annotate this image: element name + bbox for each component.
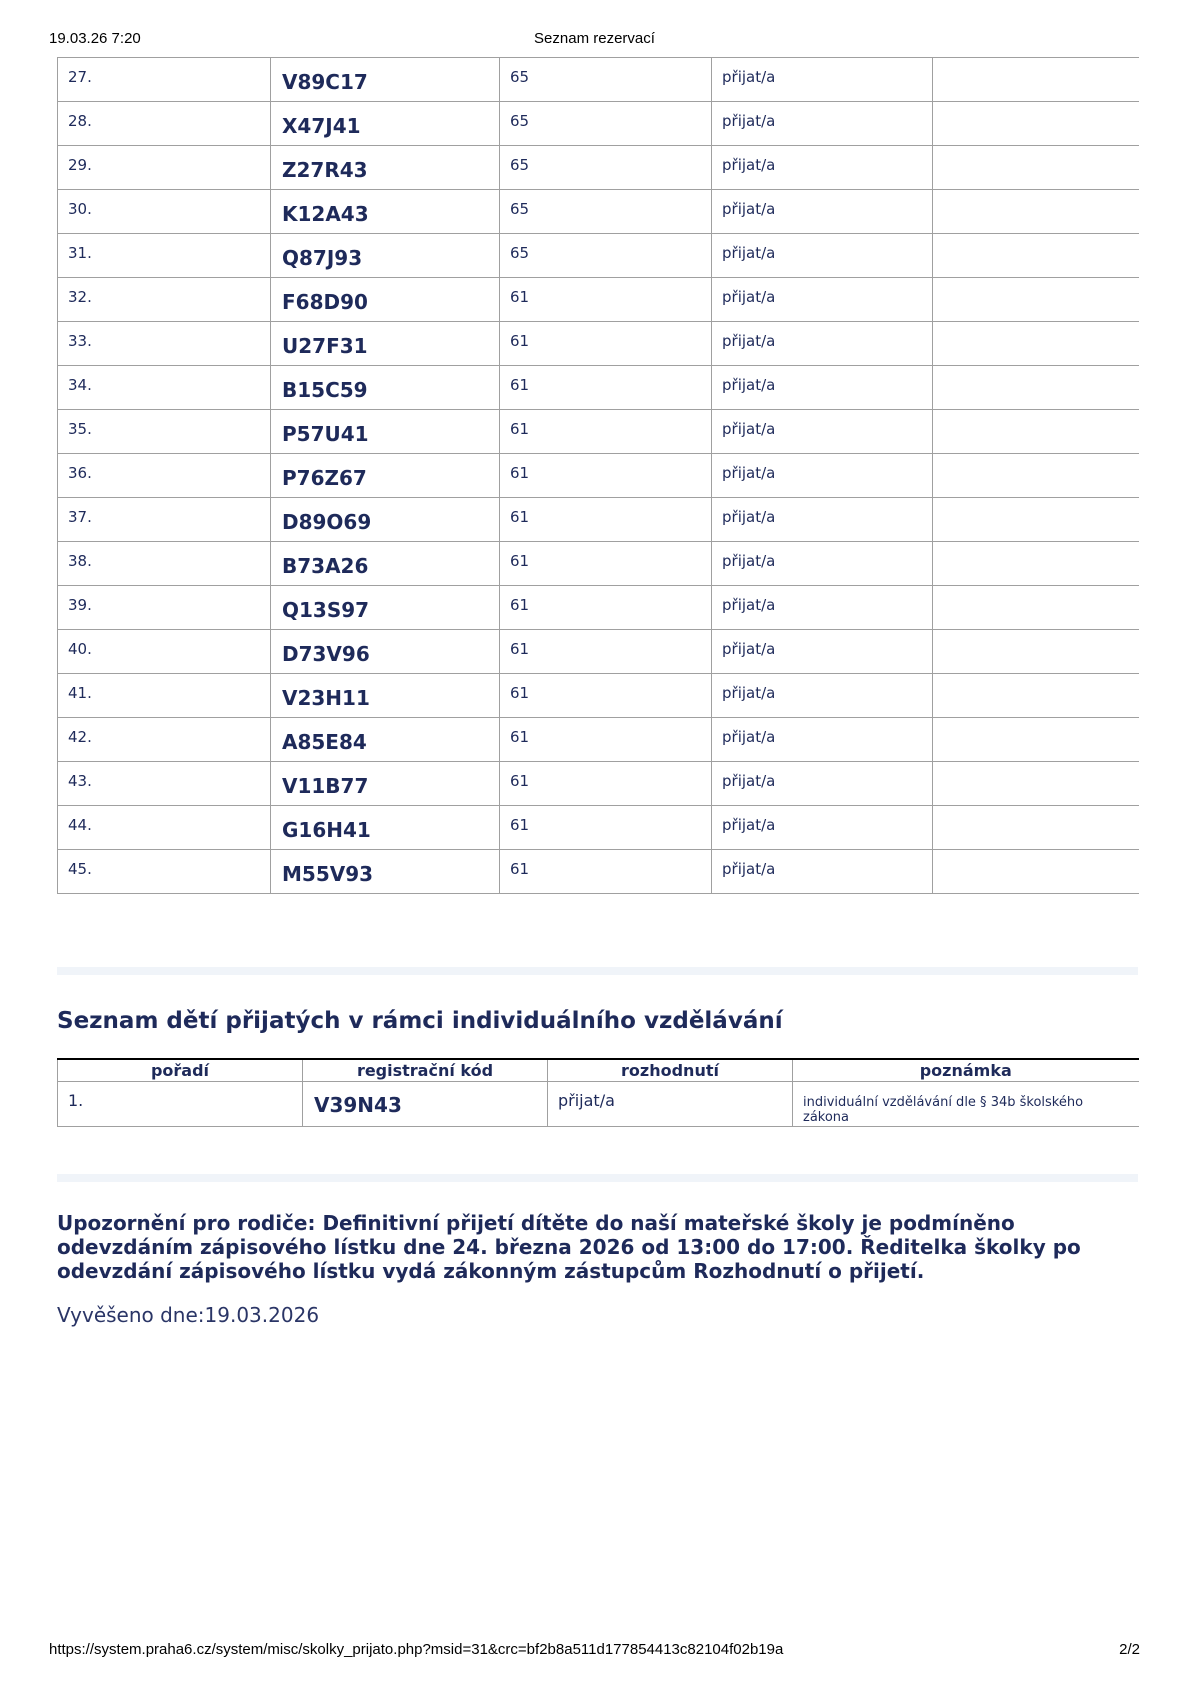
column-header-order: pořadí	[58, 1059, 303, 1081]
registration-code: V23H11	[271, 674, 500, 718]
decision-cell: přijat/a	[712, 102, 933, 146]
registration-code: V39N43	[303, 1081, 548, 1126]
registration-code: P76Z67	[271, 454, 500, 498]
table-row	[58, 542, 1139, 586]
note-cell	[933, 542, 1139, 586]
decision-cell: přijat/a	[712, 630, 933, 674]
table-row	[58, 674, 1139, 718]
registration-code: M55V93	[271, 850, 500, 894]
registration-code: V11B77	[271, 762, 500, 806]
decision-cell: přijat/a	[712, 278, 933, 322]
table-row	[58, 454, 1139, 498]
decision-cell: přijat/a	[712, 674, 933, 718]
note-cell	[933, 410, 1139, 454]
points-cell: 65	[500, 58, 712, 102]
points-cell: 61	[500, 762, 712, 806]
table-row	[58, 762, 1139, 806]
table-header-row	[58, 1059, 1139, 1081]
table-row	[58, 278, 1139, 322]
decision-cell: přijat/a	[712, 410, 933, 454]
order-cell: 38.	[58, 542, 271, 586]
decision-cell: přijat/a	[548, 1081, 793, 1126]
decision-cell: přijat/a	[712, 366, 933, 410]
points-cell: 61	[500, 322, 712, 366]
registration-code: Q87J93	[271, 234, 500, 278]
decision-cell: přijat/a	[712, 322, 933, 366]
table-row	[58, 718, 1139, 762]
order-cell: 43.	[58, 762, 271, 806]
registration-code: U27F31	[271, 322, 500, 366]
points-cell: 61	[500, 454, 712, 498]
table-row	[58, 630, 1139, 674]
order-cell: 27.	[58, 58, 271, 102]
order-cell: 31.	[58, 234, 271, 278]
column-header-decision: rozhodnutí	[548, 1059, 793, 1081]
registration-code: Z27R43	[271, 146, 500, 190]
note-cell	[933, 762, 1139, 806]
note-cell	[933, 806, 1139, 850]
order-cell: 41.	[58, 674, 271, 718]
points-cell: 61	[500, 850, 712, 894]
note-cell	[933, 850, 1139, 894]
table-row	[58, 58, 1139, 102]
table-row	[58, 410, 1139, 454]
note-cell	[933, 190, 1139, 234]
registration-code: Q13S97	[271, 586, 500, 630]
registration-code: A85E84	[271, 718, 500, 762]
points-cell: 61	[500, 366, 712, 410]
order-cell: 40.	[58, 630, 271, 674]
order-cell: 34.	[58, 366, 271, 410]
print-datetime: 19.03.26 7:20	[49, 30, 141, 47]
section-divider	[57, 967, 1138, 975]
table-row	[58, 322, 1139, 366]
posted-date: Vyvěšeno dne:19.03.2026	[57, 1303, 320, 1327]
order-cell: 42.	[58, 718, 271, 762]
decision-cell: přijat/a	[712, 190, 933, 234]
points-cell: 61	[500, 278, 712, 322]
note-cell	[933, 630, 1139, 674]
registration-code: F68D90	[271, 278, 500, 322]
decision-cell: přijat/a	[712, 762, 933, 806]
note-cell	[933, 146, 1139, 190]
points-cell: 65	[500, 234, 712, 278]
registration-code: X47J41	[271, 102, 500, 146]
order-cell: 1.	[58, 1081, 303, 1126]
points-cell: 61	[500, 630, 712, 674]
points-cell: 61	[500, 498, 712, 542]
decision-cell: přijat/a	[712, 718, 933, 762]
decision-cell: přijat/a	[712, 542, 933, 586]
note-cell	[933, 234, 1139, 278]
decision-cell: přijat/a	[712, 454, 933, 498]
points-cell: 61	[500, 718, 712, 762]
points-cell: 61	[500, 586, 712, 630]
order-cell: 44.	[58, 806, 271, 850]
registration-code: D73V96	[271, 630, 500, 674]
individual-education-table	[57, 1058, 1139, 1127]
points-cell: 61	[500, 542, 712, 586]
decision-cell: přijat/a	[712, 146, 933, 190]
order-cell: 36.	[58, 454, 271, 498]
note-cell	[933, 322, 1139, 366]
points-cell: 65	[500, 102, 712, 146]
individual-section-heading: Seznam dětí přijatých v rámci individuálního vzdělávání	[57, 1008, 783, 1034]
table-row	[58, 102, 1139, 146]
registration-code: P57U41	[271, 410, 500, 454]
decision-cell: přijat/a	[712, 850, 933, 894]
order-cell: 30.	[58, 190, 271, 234]
print-title: Seznam rezervací	[534, 30, 655, 47]
decision-cell: přijat/a	[712, 498, 933, 542]
registration-code: B15C59	[271, 366, 500, 410]
note-cell	[933, 718, 1139, 762]
decision-cell: přijat/a	[712, 586, 933, 630]
note-cell: individuální vzdělávání dle § 34b školského zákona	[793, 1081, 1139, 1126]
parent-notice: Upozornění pro rodiče: Definitivní přijetí dítěte do naší mateřské školy je podmíněno odevzdáním zápisového lístku dne 24. března 2026 od 13:00 do 17:00. Ředitelka školky po odevzdání zápisového lístku vydá zákonným zástupcům Rozhodnutí o přijetí.	[57, 1211, 1081, 1283]
decision-cell: přijat/a	[712, 234, 933, 278]
registration-code: D89O69	[271, 498, 500, 542]
order-cell: 39.	[58, 586, 271, 630]
note-cell	[933, 454, 1139, 498]
note-cell	[933, 102, 1139, 146]
table-row	[58, 806, 1139, 850]
section-divider	[57, 1174, 1138, 1182]
note-cell	[933, 586, 1139, 630]
registration-code: V89C17	[271, 58, 500, 102]
order-cell: 28.	[58, 102, 271, 146]
order-cell: 37.	[58, 498, 271, 542]
order-cell: 33.	[58, 322, 271, 366]
print-url: https://system.praha6.cz/system/misc/skolky_prijato.php?msid=31&crc=bf2b8a511d177854413c82104f02b19a	[49, 1641, 784, 1658]
table-row	[58, 850, 1139, 894]
points-cell: 61	[500, 806, 712, 850]
table-row	[58, 1081, 1139, 1126]
table-row	[58, 366, 1139, 410]
table-row	[58, 498, 1139, 542]
admission-table	[57, 57, 1139, 894]
table-row	[58, 146, 1139, 190]
points-cell: 65	[500, 146, 712, 190]
registration-code: G16H41	[271, 806, 500, 850]
page-number: 2/2	[1119, 1641, 1140, 1658]
note-cell	[933, 278, 1139, 322]
table-row	[58, 586, 1139, 630]
note-cell	[933, 58, 1139, 102]
order-cell: 29.	[58, 146, 271, 190]
note-cell	[933, 498, 1139, 542]
table-row	[58, 234, 1139, 278]
table-row	[58, 190, 1139, 234]
order-cell: 45.	[58, 850, 271, 894]
note-cell	[933, 674, 1139, 718]
decision-cell: přijat/a	[712, 806, 933, 850]
points-cell: 61	[500, 674, 712, 718]
order-cell: 32.	[58, 278, 271, 322]
decision-cell: přijat/a	[712, 58, 933, 102]
column-header-note: poznámka	[793, 1059, 1139, 1081]
registration-code: B73A26	[271, 542, 500, 586]
registration-code: K12A43	[271, 190, 500, 234]
order-cell: 35.	[58, 410, 271, 454]
points-cell: 61	[500, 410, 712, 454]
column-header-code: registrační kód	[303, 1059, 548, 1081]
note-cell	[933, 366, 1139, 410]
points-cell: 65	[500, 190, 712, 234]
